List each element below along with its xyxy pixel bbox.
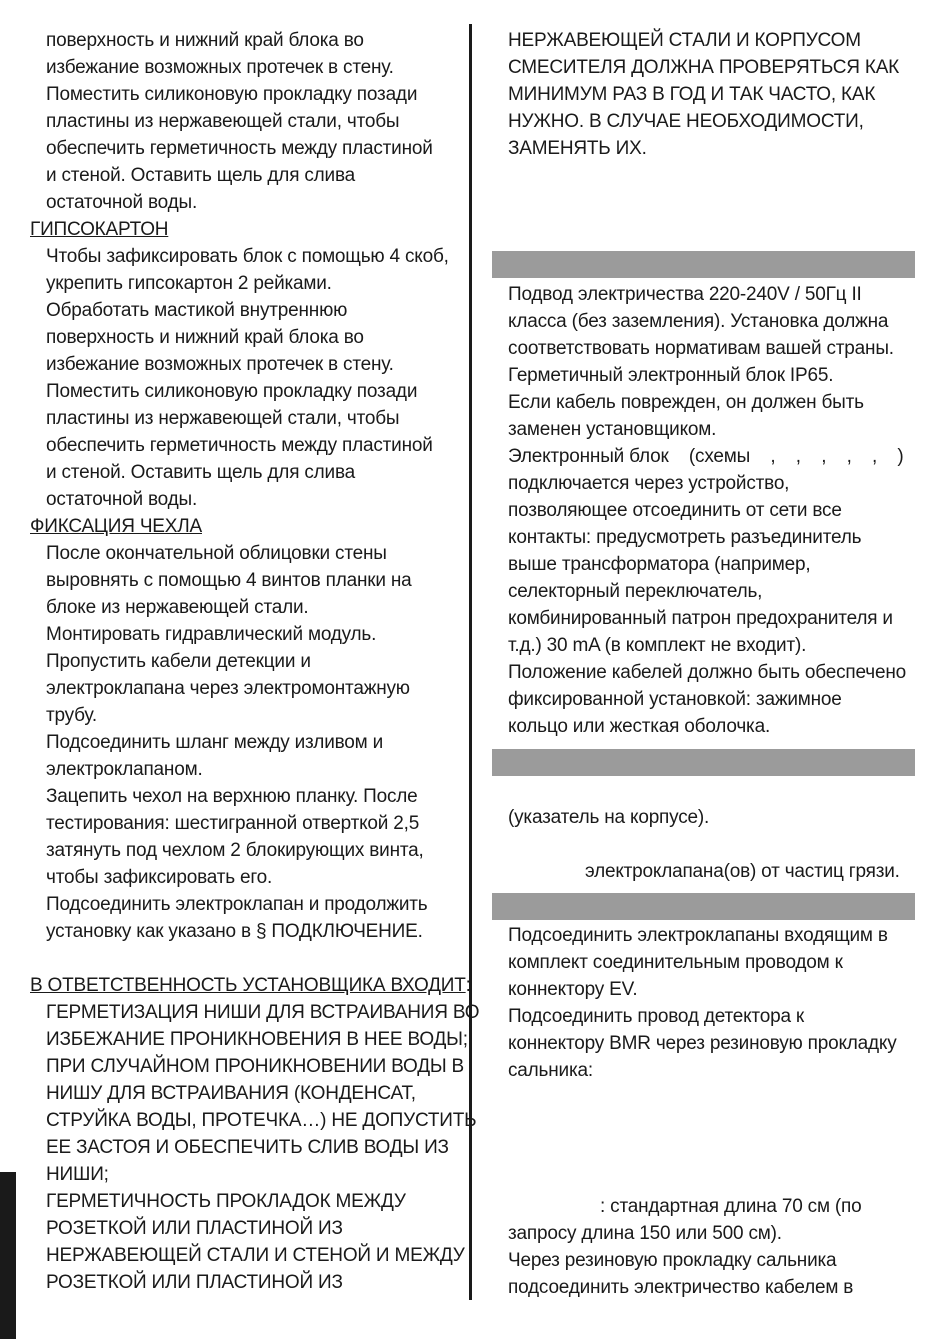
- text-line: установку как указано в § ПОДКЛЮЧЕНИЕ.: [46, 921, 423, 942]
- text-line: ГЕРМЕТИЧНОСТЬ ПРОКЛАДОК МЕЖДУ: [46, 1191, 406, 1212]
- responsibility-heading-text: В ОТВЕТСТВЕННОСТЬ УСТАНОВЩИКА ВХОДИТ: [30, 975, 466, 996]
- text-line: Подсоединить шланг между изливом и: [46, 732, 384, 753]
- text-line: СТРУЙКА ВОДЫ, ПРОТЕЧКА…) НЕ ДОПУСТИТЬ: [46, 1110, 477, 1131]
- text-line: заменен установщиком.: [508, 419, 717, 440]
- section-heading-gypsum: ГИПСОКАРТОН: [30, 219, 169, 240]
- text-line: подключается через устройство,: [508, 473, 790, 494]
- text-line: НЕРЖАВЕЮЩЕЙ СТАЛИ И КОРПУСОМ: [508, 30, 861, 51]
- text-line: фиксированной установкой: зажимное: [508, 689, 842, 710]
- text-line: Подсоединить провод детектора к: [508, 1006, 805, 1027]
- text-line: обеспечить герметичность между пластиной: [46, 138, 433, 159]
- text-line: остаточной воды.: [46, 489, 198, 510]
- text-line: (указатель на корпусе).: [508, 807, 710, 828]
- text-line: чтобы зафиксировать его.: [46, 867, 273, 888]
- text-line: Подвод электричества 220-240V / 50Гц II: [508, 284, 862, 305]
- text-line: избежание возможных протечек в стену.: [46, 57, 394, 78]
- text-line: позволяющее отсоединить от сети все: [508, 500, 842, 521]
- text-line: Монтировать гидравлический модуль.: [46, 624, 377, 645]
- text-line: ИЗБЕЖАНИЕ ПРОНИКНОВЕНИЯ В НЕЕ ВОДЫ;: [46, 1029, 468, 1050]
- text-line: После окончательной облицовки стены: [46, 543, 387, 564]
- text-line: и стеной. Оставить щель для слива: [46, 462, 356, 483]
- text-line: Герметичный электронный блок IP65.: [508, 365, 834, 386]
- text-line: НИШУ ДЛЯ ВСТРАИВАНИЯ (КОНДЕНСАТ,: [46, 1083, 416, 1104]
- text-line: Если кабель поврежден, он должен быть: [508, 392, 864, 413]
- text-line: выше трансформатора (например,: [508, 554, 811, 575]
- text-line: избежание возможных протечек в стену.: [46, 354, 394, 375]
- text-line: т.д.) 30 mA (в комплект не входит).: [508, 635, 807, 656]
- text-line: комбинированный патрон предохранителя и: [508, 608, 893, 629]
- page-edge-tab: [0, 1172, 16, 1339]
- text-line: Через резиновую прокладку сальника: [508, 1250, 837, 1271]
- text-line: Положение кабелей должно быть обеспечено: [508, 662, 906, 683]
- text-line: ПРИ СЛУЧАЙНОМ ПРОНИКНОВЕНИИ ВОДЫ В: [46, 1056, 465, 1077]
- text-line: электроклапана(ов) от частиц грязи.: [585, 861, 900, 882]
- section-heading-responsibility: [30, 972, 471, 999]
- text-line: поверхность и нижний край блока во: [46, 30, 364, 51]
- text-line: коннектору EV.: [508, 979, 638, 1000]
- text-line: коннектору BMR через резиновую прокладку: [508, 1033, 897, 1054]
- text-line: контакты: предусмотреть разъединитель: [508, 527, 862, 548]
- text-line: ЗАМЕНЯТЬ ИХ.: [508, 138, 647, 159]
- text-line: пластины из нержавеющей стали, чтобы: [46, 408, 400, 429]
- text-line: комплект соединительным проводом к: [508, 952, 843, 973]
- text-line: обеспечить герметичность между пластиной: [46, 435, 433, 456]
- text-line: Поместить силиконовую прокладку позади: [46, 84, 418, 105]
- text-line: РОЗЕТКОЙ ИЛИ ПЛАСТИНОЙ ИЗ: [46, 1218, 343, 1239]
- text-line: поверхность и нижний край блока во: [46, 327, 364, 348]
- text-line: Поместить силиконовую прокладку позади: [46, 381, 418, 402]
- text-line: НИШИ;: [46, 1164, 109, 1185]
- text-line: укрепить гипсокартон 2 рейками.: [46, 273, 332, 294]
- text-line: остаточной воды.: [46, 192, 198, 213]
- text-line: пластины из нержавеющей стали, чтобы: [46, 111, 400, 132]
- text-line: электроклапаном.: [46, 759, 203, 780]
- text-line: Пропустить кабели детекции и: [46, 651, 311, 672]
- text-line: ГЕРМЕТИЗАЦИЯ НИШИ ДЛЯ ВСТРАИВАНИЯ ВО: [46, 1002, 480, 1023]
- text-line: НЕРЖАВЕЮЩЕЙ СТАЛИ И СТЕНОЙ И МЕЖДУ: [46, 1245, 465, 1266]
- text-line: Подсоединить электроклапан и продолжить: [46, 894, 428, 915]
- text-line: РОЗЕТКОЙ ИЛИ ПЛАСТИНОЙ ИЗ: [46, 1272, 343, 1293]
- text-line: НУЖНО. В СЛУЧАЕ НЕОБХОДИМОСТИ,: [508, 111, 864, 132]
- section-header-bar-electrical: [492, 251, 915, 278]
- text-line: и стеной. Оставить щель для слива: [46, 165, 356, 186]
- text-line: кольцо или жесткая оболочка.: [508, 716, 771, 737]
- text-line: МИНИМУМ РАЗ В ГОД И ТАК ЧАСТО, КАК: [508, 84, 876, 105]
- section-header-bar-connection: [492, 893, 915, 920]
- text-line: трубу.: [46, 705, 97, 726]
- text-line: соответствовать нормативам вашей страны.: [508, 338, 894, 359]
- text-line: Чтобы зафиксировать блок с помощью 4 скоб,: [46, 246, 449, 267]
- text-line: Зацепить чехол на верхнюю планку. После: [46, 786, 418, 807]
- text-line: электроклапана через электромонтажную: [46, 678, 410, 699]
- text-line: затянуть под чехлом 2 блокирующих винта,: [46, 840, 424, 861]
- text-line: селекторный переключатель,: [508, 581, 763, 602]
- section-header-bar-maintenance: [492, 749, 915, 776]
- text-line: Подсоединить электроклапаны входящим в: [508, 925, 888, 946]
- text-line: блоке из нержавеющей стали.: [46, 597, 309, 618]
- text-line: ЕЕ ЗАСТОЯ И ОБЕСПЕЧИТЬ СЛИВ ВОДЫ ИЗ: [46, 1137, 449, 1158]
- text-line: тестирования: шестигранной отверткой 2,5: [46, 813, 420, 834]
- text-line: Обработать мастикой внутреннюю: [46, 300, 348, 321]
- text-line: сальника:: [508, 1060, 593, 1081]
- text-line: : стандартная длина 70 см (по: [600, 1196, 862, 1217]
- text-line: класса (без заземления). Установка должна: [508, 311, 889, 332]
- text-line: Электронный блок (схемы , , , , , ): [508, 446, 904, 467]
- section-heading-cover: ФИКСАЦИЯ ЧЕХЛА: [30, 516, 202, 537]
- text-line: СМЕСИТЕЛЯ ДОЛЖНА ПРОВЕРЯТЬСЯ КАК: [508, 57, 900, 78]
- text-line: подсоединить электричество кабелем в: [508, 1277, 854, 1298]
- text-line: запросу длина 150 или 500 см).: [508, 1223, 782, 1244]
- text-line: выровнять с помощью 4 винтов планки на: [46, 570, 412, 591]
- heading-colon: :: [465, 975, 471, 996]
